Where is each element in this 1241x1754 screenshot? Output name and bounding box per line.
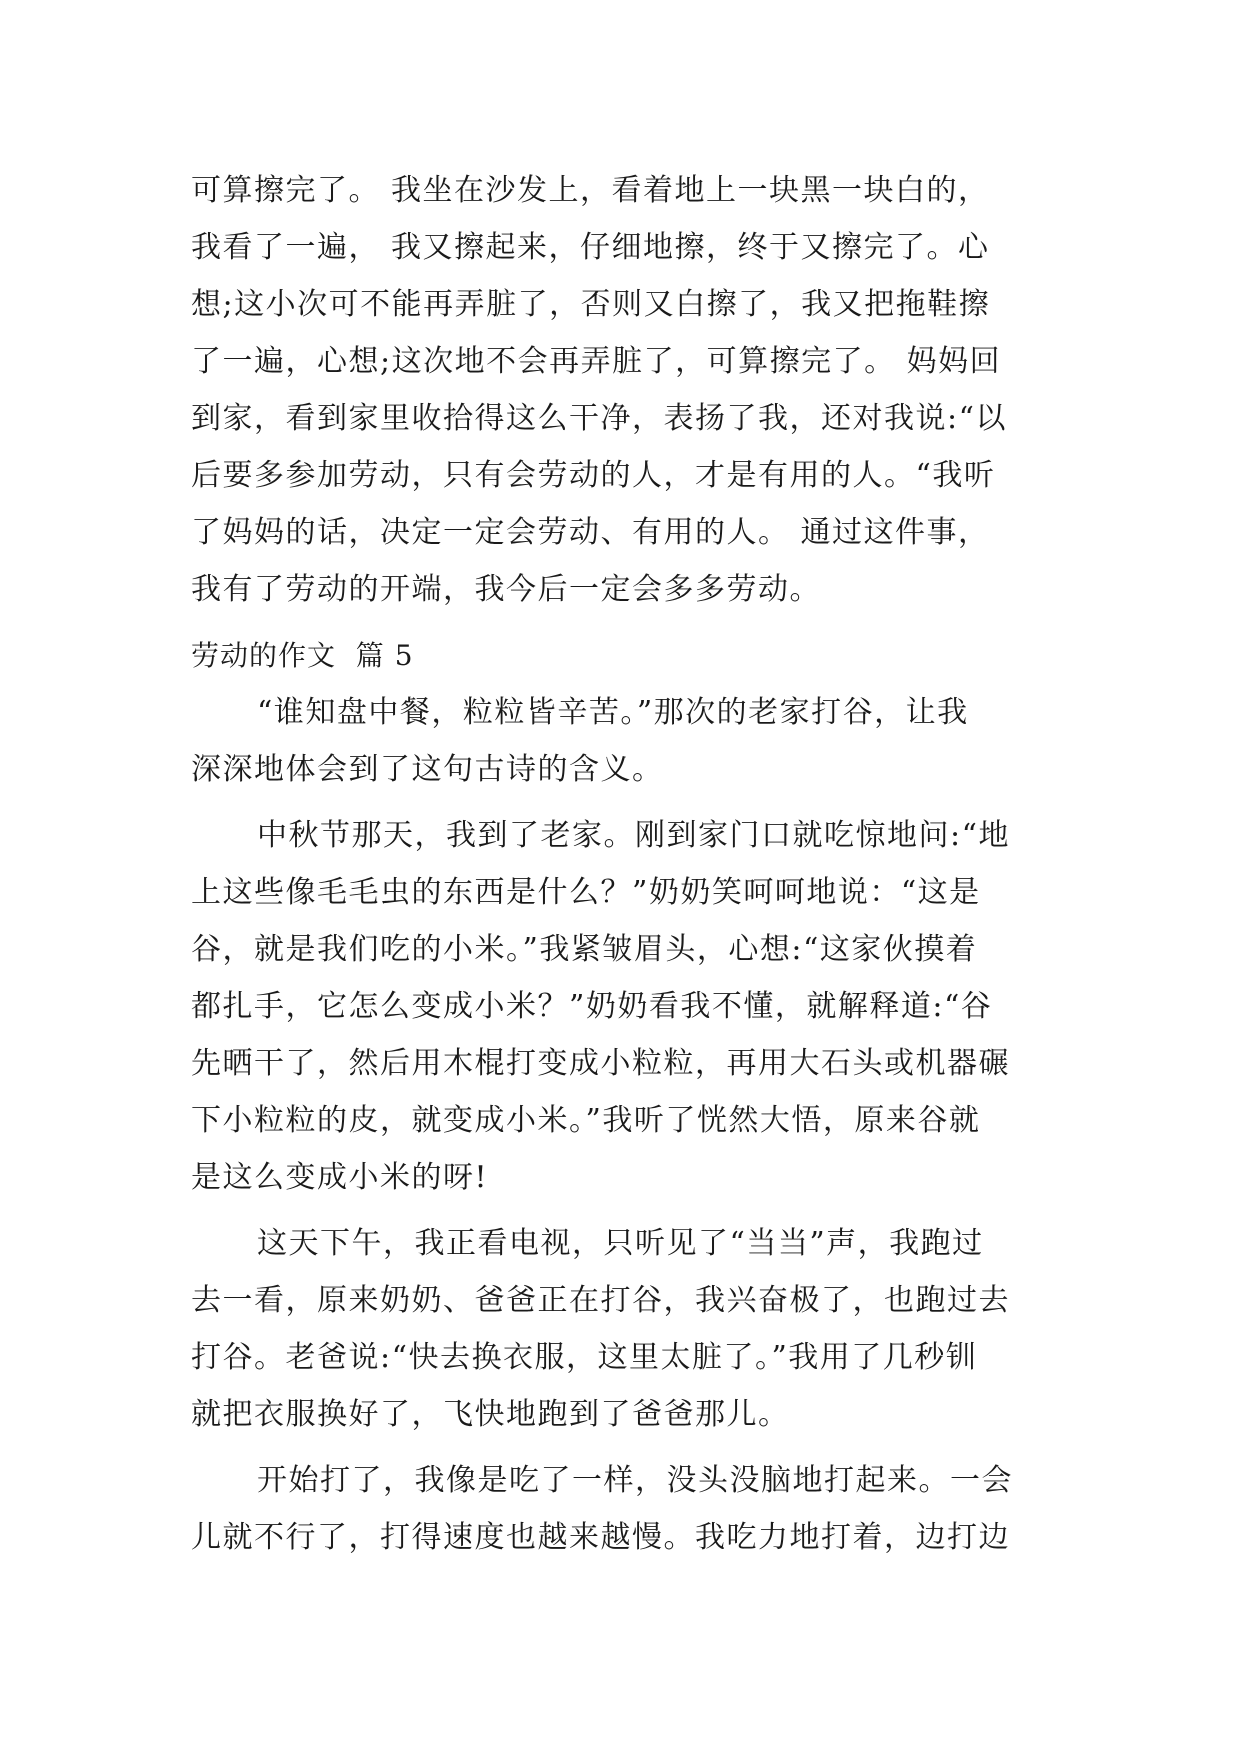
section-heading: 劳动的作文 篇 5 bbox=[191, 639, 414, 672]
text-line: 了妈妈的话，决定一定会劳动、有用的人。 通过这件事， bbox=[191, 515, 990, 550]
paragraph bbox=[191, 1452, 1051, 1566]
text-line: 儿就不行了，打得速度也越来越慢。我吃力地打着，边打边 bbox=[191, 1520, 1010, 1555]
text-line: “谁知盘中餐，粒粒皆辛苦。”那次的老家打谷，让我 bbox=[257, 695, 969, 730]
text-line: 上这些像毛毛虫的东西是什么？”奶奶笑呵呵地说：“这是 bbox=[191, 875, 981, 910]
text-line: 深深地体会到了这句古诗的含义。 bbox=[191, 752, 664, 787]
paragraph bbox=[191, 684, 1051, 798]
text-line: 就把衣服换好了，飞快地跑到了爸爸那儿。 bbox=[191, 1397, 790, 1432]
paragraph-continued bbox=[191, 162, 1051, 618]
text-line: 先晒干了，然后用木棍打变成小粒粒，再用大石头或机器碾 bbox=[191, 1046, 1010, 1081]
text-line: 中秋节那天，我到了老家。刚到家门口就吃惊地问:“地 bbox=[257, 818, 1010, 853]
text-line: 去一看，原来奶奶、爸爸正在打谷，我兴奋极了，也跑过去 bbox=[191, 1283, 1010, 1318]
text-line: 后要多参加劳动，只有会劳动的人，才是有用的人。“我听 bbox=[191, 458, 996, 493]
text-line: 可算擦完了。 我坐在沙发上，看着地上一块黑一块白的， bbox=[191, 173, 990, 208]
paragraph bbox=[191, 807, 1051, 1206]
text-line: 谷，就是我们吃的小米。”我紧皱眉头，心想:“这家伙摸着 bbox=[191, 932, 978, 967]
document-body bbox=[191, 162, 1051, 1575]
text-line: 开始打了，我像是吃了一样，没头没脑地打起来。一会 bbox=[257, 1463, 1013, 1498]
paragraph bbox=[191, 1215, 1051, 1443]
text-line: 都扎手，它怎么变成小米？”奶奶看我不懂，就解释道:“谷 bbox=[191, 989, 993, 1024]
text-line: 是这么变成小米的呀! bbox=[191, 1160, 489, 1195]
text-line: 想;这小次可不能再弄脏了，否则又白擦了，我又把拖鞋擦 bbox=[191, 287, 991, 322]
text-line: 我有了劳动的开端，我今后一定会多多劳动。 bbox=[191, 572, 821, 607]
text-line: 下小粒粒的皮，就变成小米。”我听了恍然大悟，原来谷就 bbox=[191, 1103, 981, 1138]
text-line: 打谷。老爸说:“快去换衣服，这里太脏了。”我用了几秒钏 bbox=[191, 1340, 978, 1375]
text-line: 到家，看到家里收拾得这么干净，表扬了我，还对我说:“以 bbox=[191, 401, 1007, 436]
text-line: 我看了一遍， 我又擦起来，仔细地擦，终于又擦完了。心 bbox=[191, 230, 990, 265]
text-line: 了一遍，心想;这次地不会再弄脏了，可算擦完了。 妈妈回 bbox=[191, 344, 1002, 379]
text-line: 这天下午，我正看电视，只听见了“当当”声，我跑过 bbox=[257, 1226, 984, 1261]
